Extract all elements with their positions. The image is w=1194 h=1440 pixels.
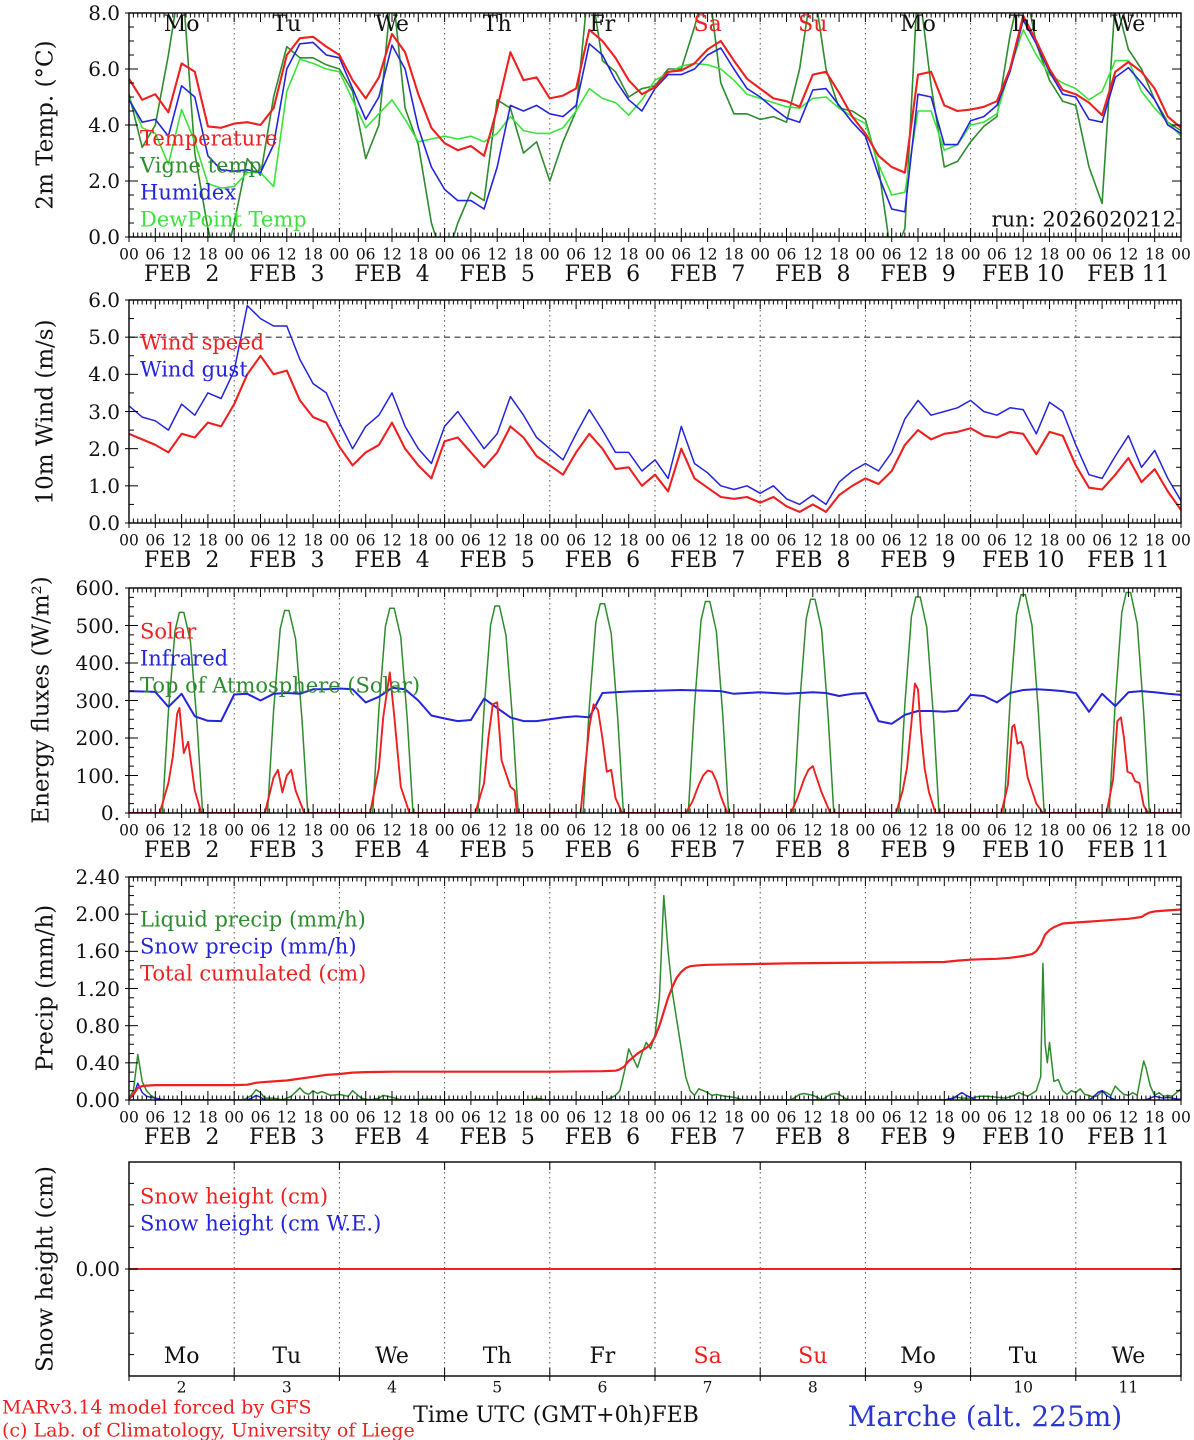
time-tick-label: 06 (881, 821, 902, 840)
legend-wind10m-1: Wind gust (140, 357, 248, 382)
time-tick-label: 00 (539, 245, 560, 264)
y-tick-label: 6.0 (88, 288, 120, 312)
date-label: FEB 8 (775, 1125, 851, 1150)
time-tick-label: 12 (487, 245, 508, 264)
time-tick-label: 18 (408, 1108, 429, 1127)
y-tick-label: 4.0 (88, 113, 120, 137)
time-tick-label: 12 (908, 245, 928, 264)
legend-fluxes-1: Infrared (140, 646, 229, 671)
time-tick-label: 12 (171, 821, 192, 840)
day-label: We (1111, 12, 1146, 37)
time-tick-label: 06 (776, 531, 797, 550)
time-tick-label: 00 (329, 531, 350, 550)
time-tick-label: 18 (408, 821, 429, 840)
time-tick-label: 18 (1144, 245, 1165, 264)
y-tick-label: 1.20 (75, 976, 120, 1001)
day-label: Fr (589, 12, 616, 37)
legend-temp2m-2: Humidex (140, 180, 237, 205)
time-tick-label: 06 (250, 821, 271, 840)
y-tick-label: 2.0 (88, 436, 120, 461)
time-tick-label: 00 (960, 1108, 981, 1127)
time-tick-label: 18 (408, 531, 429, 550)
time-tick-label: 06 (671, 531, 692, 550)
y-tick-label: 1.60 (75, 939, 120, 964)
date-label: FEB 7 (669, 262, 746, 287)
time-tick-label: 00 (434, 821, 455, 840)
date-number: 11 (1118, 1378, 1139, 1397)
time-tick-label: 06 (566, 821, 586, 840)
time-tick-label: 18 (724, 821, 744, 840)
time-tick-label: 06 (355, 821, 376, 840)
y-tick-label: 300. (75, 688, 120, 713)
time-tick-label: 06 (881, 245, 902, 264)
day-label: Tu (1008, 12, 1038, 37)
time-tick-label: 00 (645, 1108, 665, 1127)
y-tick-label: 0.40 (75, 1050, 120, 1075)
time-tick-label: 06 (461, 531, 481, 550)
time-tick-label: 12 (276, 1108, 297, 1127)
time-tick-label: 12 (1118, 1108, 1139, 1127)
date-label: FEB 2 (143, 838, 220, 863)
time-tick-label: 18 (303, 821, 323, 840)
time-tick-label: 06 (566, 1108, 586, 1127)
time-tick-label: 18 (934, 1108, 955, 1127)
time-tick-label: 00 (434, 245, 455, 264)
time-tick-label: 00 (224, 1108, 245, 1127)
time-tick-label: 00 (1065, 1108, 1086, 1127)
time-tick-label: 06 (355, 245, 376, 264)
time-tick-label: 18 (934, 245, 955, 264)
time-tick-label: 00 (960, 245, 981, 264)
y-axis-title-precip: Precip (mm/h) (32, 904, 59, 1072)
time-tick-label: 06 (461, 1108, 481, 1127)
date-label: FEB 8 (775, 262, 851, 287)
date-label: FEB 11 (1087, 262, 1170, 287)
legend-precip-0: Liquid precip (mm/h) (140, 907, 366, 932)
time-tick-label: 12 (487, 531, 508, 550)
time-tick-label: 12 (382, 245, 402, 264)
date-label: FEB 4 (354, 548, 430, 573)
legend-precip-2: Total cumulated (cm) (140, 961, 367, 986)
date-number: 7 (702, 1378, 713, 1397)
time-tick-label: 12 (592, 531, 613, 550)
time-tick-label: 06 (1092, 245, 1112, 264)
time-tick-label: 18 (829, 245, 849, 264)
day-label: Th (482, 12, 512, 37)
y-tick-label: 0.00 (75, 1257, 120, 1281)
time-tick-label: 18 (1039, 531, 1060, 550)
y-tick-label: 8.0 (88, 1, 120, 25)
time-tick-label: 18 (618, 1108, 639, 1127)
day-label: Mo (163, 1344, 200, 1369)
time-tick-label: 06 (776, 1108, 797, 1127)
y-tick-label: 1.0 (88, 473, 120, 498)
time-tick-label: 18 (934, 821, 955, 840)
series-wind-speed (129, 356, 1181, 512)
time-tick-label: 06 (987, 245, 1007, 264)
time-tick-label: 12 (487, 1108, 508, 1127)
time-tick-label: 12 (382, 531, 402, 550)
y-tick-label: 0.80 (75, 1013, 120, 1038)
time-tick-label: 12 (1118, 245, 1139, 264)
day-label: Mo (900, 12, 936, 37)
date-label: FEB 10 (981, 838, 1065, 863)
time-tick-label: 18 (724, 531, 744, 550)
day-label: Mo (163, 12, 200, 37)
date-label: FEB 11 (1087, 548, 1170, 573)
day-label: Sa (693, 12, 722, 37)
y-tick-label: 2.0 (88, 169, 120, 193)
time-tick-label: 00 (119, 245, 139, 264)
time-tick-label: 06 (461, 245, 481, 264)
time-tick-label: 00 (750, 531, 771, 550)
time-tick-label: 18 (829, 1108, 849, 1127)
y-tick-label: 0.0 (88, 511, 120, 535)
date-label: FEB 4 (354, 1125, 430, 1150)
legend-snow-1: Snow height (cm W.E.) (140, 1211, 382, 1236)
time-tick-label: 00 (434, 531, 455, 550)
date-label: FEB 6 (564, 1125, 641, 1150)
time-tick-label: 00 (750, 821, 771, 840)
date-label: FEB 5 (459, 548, 535, 573)
date-number: 3 (281, 1378, 292, 1397)
date-label: FEB 7 (669, 548, 746, 573)
time-tick-label: 18 (1144, 1108, 1165, 1127)
time-tick-label: 18 (934, 531, 955, 550)
time-tick-label: 12 (1013, 821, 1034, 840)
date-number: 8 (807, 1378, 818, 1397)
time-tick-label: 12 (908, 1108, 928, 1127)
date-number: 5 (492, 1378, 503, 1397)
time-tick-label: 18 (724, 245, 744, 264)
date-label: FEB 2 (143, 262, 220, 287)
time-tick-label: 12 (382, 821, 402, 840)
time-tick-label: 18 (198, 245, 218, 264)
time-tick-label: 18 (198, 531, 218, 550)
time-tick-label: 18 (513, 531, 534, 550)
date-label: FEB 7 (669, 1125, 746, 1150)
day-label: Tu (272, 1344, 302, 1369)
time-tick-label: 12 (276, 245, 297, 264)
y-tick-label: 200. (75, 726, 120, 750)
time-tick-label: 06 (671, 821, 692, 840)
y-axis-title-snow: Snow height (cm) (32, 1166, 59, 1372)
date-label: FEB 5 (459, 838, 535, 863)
date-number: 2 (176, 1378, 187, 1397)
time-tick-label: 12 (1013, 245, 1034, 264)
panel-wind10m (125, 300, 1181, 528)
time-tick-label: 06 (250, 1108, 271, 1127)
date-label: FEB 4 (354, 838, 430, 863)
y-tick-label: 0.00 (75, 1088, 120, 1112)
date-label: FEB 5 (459, 262, 535, 287)
time-tick-label: 06 (671, 1108, 692, 1127)
time-tick-label: 00 (645, 531, 665, 550)
time-tick-label: 12 (592, 821, 613, 840)
date-label: FEB 7 (669, 838, 746, 863)
time-tick-label: 18 (829, 821, 849, 840)
y-tick-label: 5.0 (88, 325, 120, 350)
time-tick-label: 00 (224, 245, 245, 264)
time-tick-label: 00 (1171, 1108, 1191, 1127)
time-tick-label: 12 (276, 821, 297, 840)
time-tick-label: 00 (645, 821, 665, 840)
time-tick-label: 00 (224, 821, 245, 840)
time-tick-label: 12 (592, 245, 613, 264)
legend-wind10m-0: Wind speed (140, 330, 265, 355)
date-label: FEB 3 (249, 262, 325, 287)
time-tick-label: 00 (855, 531, 876, 550)
time-tick-label: 06 (461, 821, 481, 840)
time-tick-label: 18 (829, 531, 849, 550)
time-tick-label: 00 (1171, 821, 1191, 840)
time-tick-label: 18 (408, 245, 429, 264)
time-tick-label: 00 (329, 245, 350, 264)
date-label: FEB 9 (880, 1125, 956, 1150)
y-axis-title-wind: 10m Wind (m/s) (32, 319, 59, 505)
time-tick-label: 00 (539, 531, 560, 550)
time-tick-label: 12 (802, 245, 823, 264)
legend-precip-1: Snow precip (mm/h) (140, 934, 357, 959)
y-tick-label: 500. (75, 613, 120, 638)
day-label: Su (798, 1344, 828, 1369)
time-tick-label: 00 (329, 1108, 350, 1127)
time-tick-label: 06 (776, 245, 797, 264)
day-label: Sa (693, 1344, 722, 1369)
time-tick-label: 06 (1092, 821, 1112, 840)
time-tick-label: 00 (119, 1108, 139, 1127)
date-label: FEB 3 (249, 838, 325, 863)
time-tick-label: 12 (382, 1108, 402, 1127)
day-label: Mo (900, 1344, 936, 1369)
time-tick-label: 00 (1065, 531, 1086, 550)
date-label: FEB 3 (249, 1125, 325, 1150)
date-number: 4 (387, 1378, 397, 1397)
date-label: FEB 5 (459, 1125, 535, 1150)
time-tick-label: 12 (592, 1108, 613, 1127)
y-tick-label: 4.0 (88, 362, 120, 387)
time-tick-label: 06 (145, 1108, 166, 1127)
time-tick-label: 12 (171, 245, 192, 264)
time-tick-label: 12 (171, 1108, 192, 1127)
time-tick-label: 18 (303, 1108, 323, 1127)
copyright-line: (c) Lab. of Climatology, University of Liege (2, 1419, 415, 1440)
legend-temp2m-3: DewPoint Temp (140, 207, 307, 232)
time-tick-label: 12 (802, 531, 823, 550)
time-tick-label: 00 (645, 245, 665, 264)
model-credit-line: MARv3.14 model forced by GFS (2, 1396, 312, 1419)
day-label: We (375, 1344, 409, 1369)
time-tick-label: 00 (119, 531, 139, 550)
date-label: FEB 9 (880, 548, 956, 573)
legend-temp2m-1: Vigne temp (140, 153, 262, 178)
day-label: We (1111, 1344, 1146, 1369)
time-tick-label: 12 (487, 821, 508, 840)
time-tick-label: 00 (1065, 821, 1086, 840)
time-tick-label: 18 (618, 531, 639, 550)
y-axis-title-fluxes: Energy fluxes (W/m²) (28, 576, 55, 824)
time-tick-label: 18 (303, 245, 323, 264)
time-tick-label: 06 (250, 245, 271, 264)
legend-fluxes-2: Top of Atmosphere (Solar) (140, 673, 421, 698)
time-tick-label: 18 (1039, 1108, 1060, 1127)
time-tick-label: 12 (802, 821, 823, 840)
y-tick-label: 2.40 (75, 865, 120, 889)
date-label: FEB 10 (981, 548, 1065, 573)
time-tick-label: 18 (618, 245, 639, 264)
time-tick-label: 06 (881, 1108, 902, 1127)
y-tick-label: 3.0 (88, 399, 120, 424)
date-number: 10 (1013, 1378, 1034, 1397)
time-tick-label: 00 (224, 531, 245, 550)
legend-temp2m-0: Temperature (140, 126, 278, 151)
station-label: Marche (alt. 225m) (847, 1400, 1123, 1433)
time-tick-label: 06 (355, 531, 376, 550)
day-label: Fr (589, 1344, 616, 1369)
time-tick-label: 12 (1118, 821, 1139, 840)
time-tick-label: 12 (1118, 531, 1139, 550)
time-tick-label: 12 (171, 531, 192, 550)
legend-fluxes-0: Solar (140, 619, 197, 644)
time-tick-label: 18 (1144, 821, 1165, 840)
time-tick-label: 06 (987, 531, 1007, 550)
date-number: 9 (913, 1378, 923, 1397)
time-tick-label: 18 (1039, 821, 1060, 840)
date-label: FEB 6 (564, 548, 641, 573)
time-tick-label: 00 (750, 245, 771, 264)
time-tick-label: 06 (671, 245, 692, 264)
time-tick-label: 06 (987, 1108, 1007, 1127)
y-tick-label: 100. (75, 763, 120, 788)
time-tick-label: 06 (145, 245, 166, 264)
time-axis-label: Time UTC (GMT+0h)FEB (413, 1403, 699, 1428)
date-label: FEB 8 (775, 548, 851, 573)
legend-snow-0: Snow height (cm) (140, 1184, 329, 1209)
time-tick-label: 18 (513, 821, 534, 840)
series-toa-solar (129, 593, 1181, 814)
day-label: Su (798, 12, 828, 37)
time-tick-label: 12 (697, 1108, 718, 1127)
time-tick-label: 18 (198, 1108, 218, 1127)
time-tick-label: 06 (566, 245, 586, 264)
time-tick-label: 12 (1013, 1108, 1034, 1127)
time-tick-label: 00 (750, 1108, 771, 1127)
time-tick-label: 00 (1065, 245, 1086, 264)
time-tick-label: 18 (1039, 245, 1060, 264)
time-tick-label: 00 (1171, 245, 1191, 264)
panel-fluxes (125, 588, 1181, 818)
time-tick-label: 00 (329, 821, 350, 840)
date-label: FEB 6 (564, 262, 641, 287)
date-label: FEB 9 (880, 262, 956, 287)
time-tick-label: 12 (697, 245, 718, 264)
date-label: FEB 8 (775, 838, 851, 863)
date-label: FEB 11 (1087, 838, 1170, 863)
run-label: run: 2026020212 (991, 207, 1176, 232)
time-tick-label: 12 (908, 821, 928, 840)
date-label: FEB 10 (981, 1125, 1065, 1150)
time-tick-label: 06 (987, 821, 1007, 840)
time-tick-label: 18 (513, 1108, 534, 1127)
time-tick-label: 18 (198, 821, 218, 840)
panel-temp2m (125, 0, 1181, 279)
y-tick-label: 400. (75, 651, 120, 675)
time-tick-label: 00 (1171, 531, 1191, 550)
time-tick-label: 18 (513, 245, 534, 264)
time-tick-label: 06 (881, 531, 902, 550)
time-tick-label: 00 (539, 1108, 560, 1127)
time-tick-label: 06 (776, 821, 797, 840)
y-tick-label: 0.0 (88, 225, 120, 249)
day-label: Tu (272, 12, 302, 37)
date-label: FEB 9 (880, 838, 956, 863)
time-tick-label: 18 (618, 821, 639, 840)
y-axis-title-temperature: 2m Temp. (°C) (32, 40, 59, 210)
time-tick-label: 06 (355, 1108, 376, 1127)
y-tick-label: 600. (75, 576, 120, 600)
time-tick-label: 12 (697, 821, 718, 840)
time-tick-label: 00 (855, 1108, 876, 1127)
date-label: FEB 3 (249, 548, 325, 573)
time-tick-label: 06 (145, 531, 166, 550)
date-label: FEB 4 (354, 262, 430, 287)
time-tick-label: 06 (145, 821, 166, 840)
time-tick-label: 00 (960, 821, 981, 840)
time-tick-label: 18 (1144, 531, 1165, 550)
time-tick-label: 00 (434, 1108, 455, 1127)
date-label: FEB 2 (143, 1125, 220, 1150)
date-number: 6 (597, 1378, 608, 1397)
date-label: FEB 11 (1087, 1125, 1170, 1150)
time-tick-label: 06 (1092, 1108, 1112, 1127)
time-tick-label: 06 (1092, 531, 1112, 550)
time-tick-label: 06 (250, 531, 271, 550)
day-label: We (375, 12, 409, 37)
time-tick-label: 00 (119, 821, 139, 840)
time-tick-label: 12 (1013, 531, 1034, 550)
y-tick-label: 2.00 (75, 902, 120, 927)
time-tick-label: 06 (566, 531, 586, 550)
time-tick-label: 12 (802, 1108, 823, 1127)
date-label: FEB 2 (143, 548, 220, 573)
y-tick-label: 0. (100, 801, 120, 825)
time-tick-label: 18 (303, 531, 323, 550)
day-label: Th (482, 1344, 512, 1369)
time-tick-label: 00 (960, 531, 981, 550)
time-tick-label: 18 (724, 1108, 744, 1127)
day-label: Tu (1008, 1344, 1038, 1369)
time-tick-label: 12 (276, 531, 297, 550)
date-label: FEB 10 (981, 262, 1065, 287)
date-label: FEB 6 (564, 838, 641, 863)
time-tick-label: 12 (908, 531, 928, 550)
time-tick-label: 00 (539, 821, 560, 840)
y-tick-label: 6.0 (88, 57, 120, 81)
time-tick-label: 12 (697, 531, 718, 550)
time-tick-label: 00 (855, 821, 876, 840)
time-tick-label: 00 (855, 245, 876, 264)
